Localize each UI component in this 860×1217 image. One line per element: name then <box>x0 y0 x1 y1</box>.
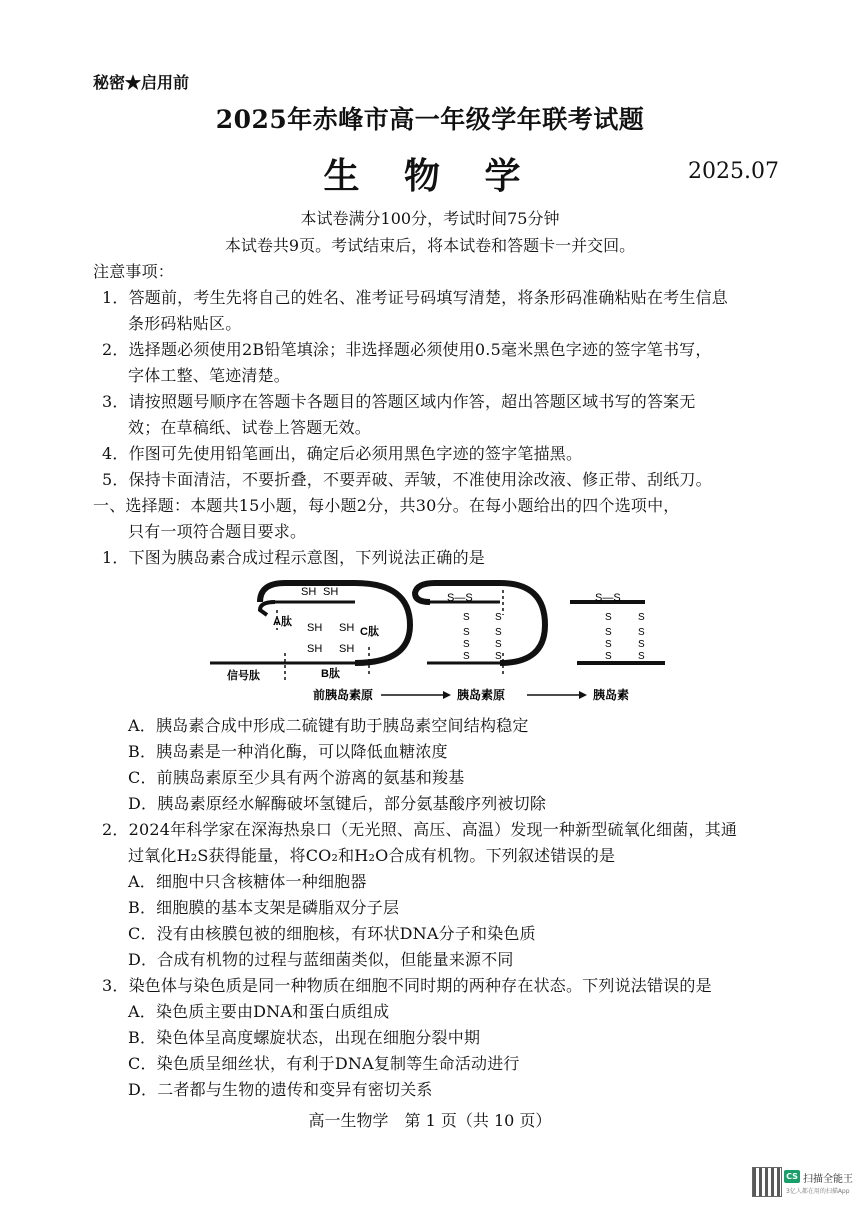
option: A．细胞中只含核糖体一种细胞器 <box>128 872 367 891</box>
s-atom: S <box>605 651 612 662</box>
s-atom: S <box>463 627 470 638</box>
s-atom: S <box>605 612 612 623</box>
option: D．合成有机物的过程与蓝细菌类似，但能量来源不同 <box>128 950 514 969</box>
exam-title: 2025年赤峰市高一年级学年联考试题 <box>215 105 645 134</box>
s-atom: S <box>638 651 645 662</box>
option: C．前胰岛素原至少具有两个游离的氨基和羧基 <box>128 768 465 787</box>
b-chain-label: B肽 <box>321 668 340 680</box>
info-line: 本试卷满分100分，考试时间75分钟 <box>300 209 560 228</box>
note-item: 字体工整、笔迹清楚。 <box>128 366 291 385</box>
scanner-tagline: 3亿人都在用的扫描App <box>786 1188 850 1195</box>
s-atom: S <box>495 612 502 623</box>
scanner-logo: CS <box>784 1170 800 1183</box>
option: C．没有由核膜包被的细胞核，有环状DNA分子和染色质 <box>128 924 536 943</box>
s-atom: S <box>638 627 645 638</box>
note-item: 1．答题前，考生先将自己的姓名、准考证号码填写清楚，将条形码准确粘贴在考生信息 <box>102 288 728 307</box>
s-atom: S <box>605 627 612 638</box>
note-item: 效；在草稿纸、试卷上答题无效。 <box>128 418 372 437</box>
question-stem: 2．2024年科学家在深海热泉口（无光照、高压、高温）发现一种新型硫氧化细菌，其通 <box>102 820 738 839</box>
stage-label: 胰岛素原 <box>457 688 506 702</box>
s-atom: S <box>463 612 470 623</box>
qr-code <box>752 1167 782 1197</box>
s-atom: S <box>605 639 612 650</box>
option: D．胰岛素原经水解酶破坏氢键后，部分氨基酸序列被切除 <box>128 794 547 813</box>
stage-label: 前胰岛素原 <box>313 688 374 702</box>
subject-title: 生 物 学 <box>323 155 537 197</box>
sh-group: SH <box>307 643 323 655</box>
s-atom: S <box>495 627 502 638</box>
sh-group: SH <box>301 586 317 598</box>
note-item: 5．保持卡面清洁，不要折叠，不要弄破、弄皱，不准使用涂改液、修正带、刮纸刀。 <box>102 470 712 489</box>
option: A．染色质主要由DNA和蛋白质组成 <box>128 1002 390 1021</box>
disulfide-label: S—S <box>595 592 621 604</box>
note-item: 3．请按照题号顺序在答题卡各题目的答题区域内作答，超出答题区域书写的答案无 <box>102 392 696 411</box>
insulin-synthesis-diagram <box>205 575 675 705</box>
exam-date: 2025.07 <box>688 159 779 184</box>
confidential-label: 秘密★启用前 <box>93 73 190 92</box>
note-item: 条形码粘贴区。 <box>128 314 242 333</box>
section-heading: 只有一项符合题目要求。 <box>128 522 307 541</box>
page-footer: 高一生物学 第 1 页（共 10 页） <box>308 1111 552 1130</box>
s-atom: S <box>495 639 502 650</box>
s-atom: S <box>638 639 645 650</box>
option: B．胰岛素是一种消化酶，可以降低血糖浓度 <box>128 742 448 761</box>
section-heading: 一、选择题：本题共15小题，每小题2分，共30分。在每小题给出的四个选项中， <box>93 496 680 515</box>
question-stem: 1．下图为胰岛素合成过程示意图，下列说法正确的是 <box>102 548 485 567</box>
stage-label: 胰岛素 <box>593 688 630 702</box>
s-atom: S <box>463 639 470 650</box>
a-chain-label: A肽 <box>273 616 292 628</box>
arrow-head <box>579 691 587 699</box>
notes-heading: 注意事项： <box>93 262 175 281</box>
question-stem: 3．染色体与染色质是同一种物质在细胞不同时期的两种存在状态。下列说法错误的是 <box>102 976 712 995</box>
disulfide-label: S—S <box>447 592 473 604</box>
s-atom: S <box>495 651 502 662</box>
arrow-head <box>443 691 451 699</box>
s-atom: S <box>638 612 645 623</box>
info-line: 本试卷共9页。考试结束后，将本试卷和答题卡一并交回。 <box>224 236 636 255</box>
c-chain-label: C肽 <box>360 626 379 638</box>
sh-group: SH <box>307 622 323 634</box>
note-item: 2．选择题必须使用2B铅笔填涂；非选择题必须使用0.5毫米黑色字迹的签字笔书写， <box>102 340 712 359</box>
signal-peptide-label: 信号肽 <box>227 670 260 682</box>
scanner-watermark: 扫描全能王 <box>803 1174 853 1185</box>
option: D．二者都与生物的遗传和变异有密切关系 <box>128 1080 433 1099</box>
sh-group: SH <box>339 643 355 655</box>
option: C．染色质呈细丝状，有利于DNA复制等生命活动进行 <box>128 1054 520 1073</box>
note-item: 4．作图可先使用铅笔画出，确定后必须用黑色字迹的签字笔描黑。 <box>102 444 583 463</box>
question-stem: 过氧化H₂S获得能量，将CO₂和H₂O合成有机物。下列叙述错误的是 <box>128 846 616 865</box>
sh-group: SH <box>339 622 355 634</box>
s-atom: S <box>463 651 470 662</box>
option: B．细胞膜的基本支架是磷脂双分子层 <box>128 898 400 917</box>
option: A．胰岛素合成中形成二硫键有助于胰岛素空间结构稳定 <box>128 716 529 735</box>
option: B．染色体呈高度螺旋状态，出现在细胞分裂中期 <box>128 1028 481 1047</box>
a-chain-end <box>260 602 275 615</box>
c-chain-loop <box>415 583 545 663</box>
sh-group: SH <box>323 586 339 598</box>
